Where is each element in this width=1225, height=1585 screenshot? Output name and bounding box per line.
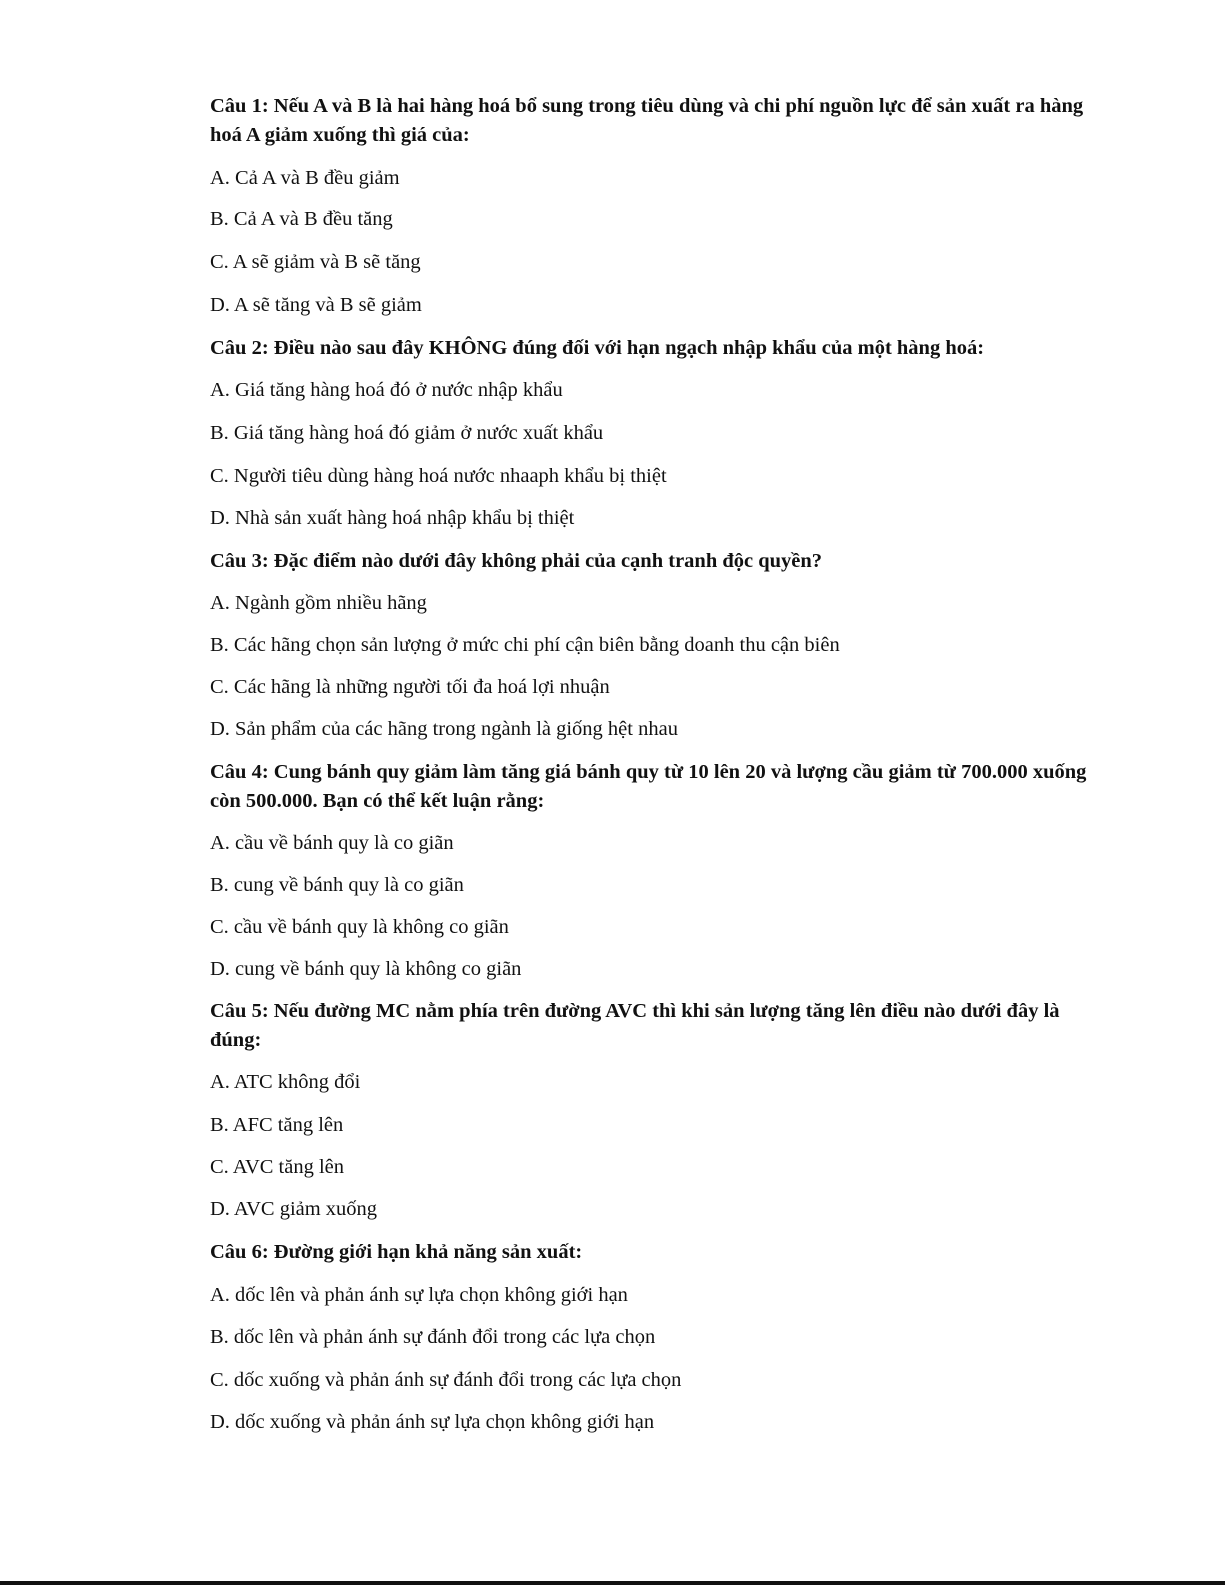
question-4: Câu 4: Cung bánh quy giảm làm tăng giá bánh quy từ 10 lên 20 và lượng cầu giảm từ 700.000 xuống còn 500.000. Bạn có thể kết luận rằng: [210,761,1087,812]
question-1-option-b: B. Cả A và B đều tăng [210,208,393,230]
question-5-option-b: B. AFC tăng lên [210,1114,344,1136]
question-2-option-b: B. Giá tăng hàng hoá đó giảm ở nước xuất khẩu [210,422,604,444]
question-3: Câu 3: Đặc điểm nào dưới đây không phải của cạnh tranh độc quyền? [210,550,823,572]
question-4-option-b: B. cung về bánh quy là co giãn [210,874,464,896]
question-1-option-a: A. Cả A và B đều giảm [210,167,400,189]
question-3-option-d: D. Sản phẩm của các hãng trong ngành là giống hệt nhau [210,718,678,740]
question-2-option-d: D. Nhà sản xuất hàng hoá nhập khẩu bị thiệt [210,507,575,529]
question-6-option-b: B. dốc lên và phản ánh sự đánh đổi trong các lựa chọn [210,1326,656,1348]
page-bottom-border [0,1581,1225,1585]
question-4-option-c: C. cầu về bánh quy là không co giãn [210,916,509,938]
question-3-option-b: B. Các hãng chọn sản lượng ở mức chi phí cận biên bằng doanh thu cận biên [210,634,840,656]
question-5: Câu 5: Nếu đường MC nằm phía trên đường AVC thì khi sản lượng tăng lên điều nào dưới đây là đúng: [210,1000,1060,1051]
question-5-option-d: D. AVC giảm xuống [210,1198,378,1220]
question-1-option-d: D. A sẽ tăng và B sẽ giảm [210,294,422,316]
question-6-option-c: C. dốc xuống và phản ánh sự đánh đổi trong các lựa chọn [210,1369,682,1391]
question-3-option-a: A. Ngành gồm nhiều hãng [210,592,427,614]
question-2-option-c: C. Người tiêu dùng hàng hoá nước nhaaph khẩu bị thiệt [210,465,667,487]
question-2-option-a: A. Giá tăng hàng hoá đó ở nước nhập khẩu [210,379,563,401]
question-5-option-a: A. ATC không đổi [210,1071,361,1093]
question-6-option-d: D. dốc xuống và phản ánh sự lựa chọn không giới hạn [210,1411,655,1433]
question-1: Câu 1: Nếu A và B là hai hàng hoá bổ sung trong tiêu dùng và chi phí nguồn lực để sản xuất ra hàng hoá A giảm xuống thì giá của: [210,95,1084,146]
question-5-option-c: C. AVC tăng lên [210,1156,345,1178]
question-3-option-c: C. Các hãng là những người tối đa hoá lợi nhuận [210,676,610,698]
question-4-option-a: A. cầu về bánh quy là co giãn [210,832,454,854]
question-1-option-c: C. A sẽ giảm và B sẽ tăng [210,251,421,273]
question-6-option-a: A. dốc lên và phản ánh sự lựa chọn không giới hạn [210,1284,628,1306]
question-6: Câu 6: Đường giới hạn khả năng sản xuất: [210,1241,583,1263]
question-2: Câu 2: Điều nào sau đây KHÔNG đúng đối với hạn ngạch nhập khẩu của một hàng hoá: [210,337,985,359]
question-4-option-d: D. cung về bánh quy là không co giãn [210,958,522,980]
